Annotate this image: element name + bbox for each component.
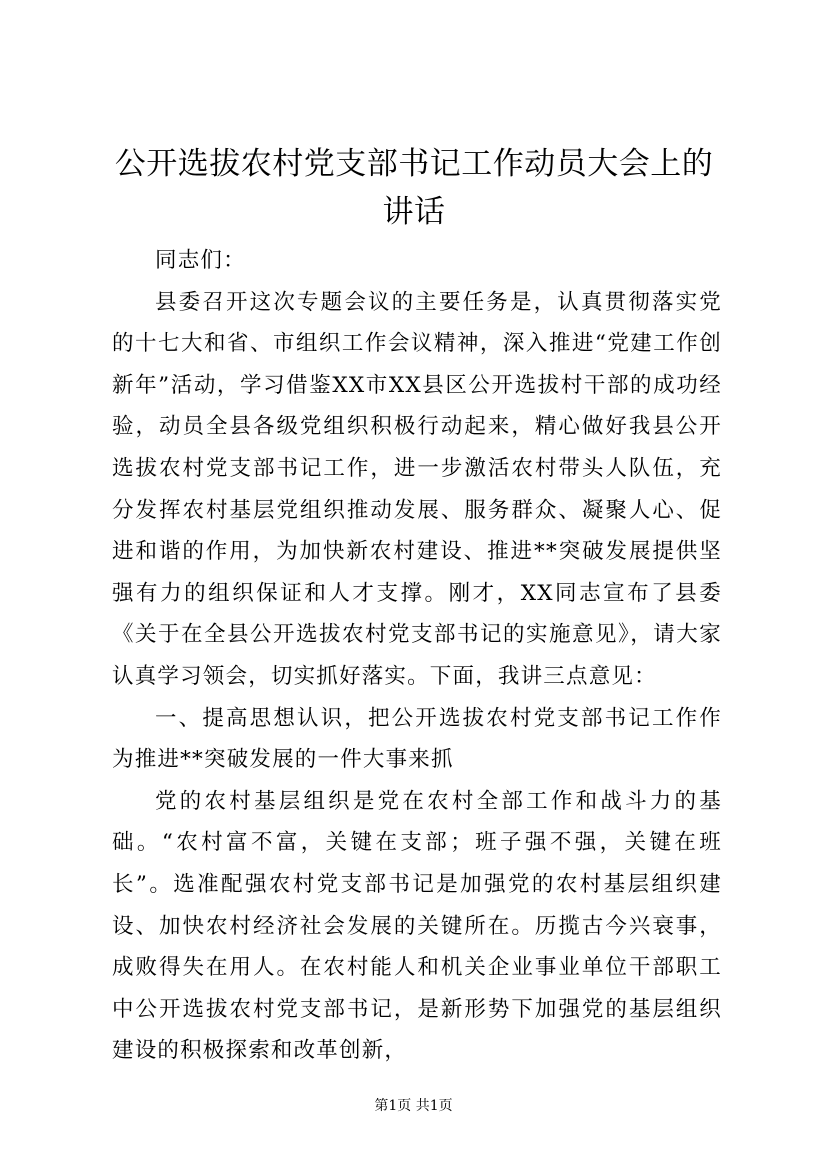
section-heading-1: 一、提高思想认识，把公开选拔农村党支部书记工作作为推进**突破发展的一件大事来抓 bbox=[112, 705, 722, 773]
page-footer: 第1页 共1页 bbox=[374, 1098, 453, 1114]
document-body bbox=[112, 240, 722, 1072]
paragraph-section-1: 党的农村基层组织是党在农村全部工作和战斗力的基础。“农村富不富，关键在支部；班子强不强，关键在班长”。选准配强农村党支部书记是加强党的农村基层组织建设、加快农村经济社会发展的关键所在。历揽古今兴衰事，成败得失在用人。在农村能人和机关企业事业单位干部职工中公开选拔农村党支部书记，是新形势下加强党的基层组织建设的积极探索和改革创新， bbox=[112, 788, 722, 1064]
salutation: 同志们： bbox=[155, 248, 246, 273]
paragraph-intro: 县委召开这次专题会议的主要任务是，认真贯彻落实党的十七大和省、市组织工作会议精神，深入推进“党建工作创新年”活动，学习借鉴XX市XX县区公开选拔村干部的成功经验，动员全县各级党组织积极行动起来，精心做好我县公开选拔农村党支部书记工作，进一步激活农村带头人队伍，充分发挥农村基层党组织推动发展、服务群众、凝聚人心、促进和谐的作用，为加快新农村建设、推进**突破发展提供坚强有力的组织保证和人才支撑。刚才，XX同志宣布了县委《关于在全县公开选拔农村党支部书记的实施意见》，请大家认真学习领会，切实抓好落实。下面，我讲三点意见： bbox=[112, 289, 722, 689]
document-title: 公开选拔农村党支部书记工作动员大会上的讲话 bbox=[114, 146, 714, 230]
